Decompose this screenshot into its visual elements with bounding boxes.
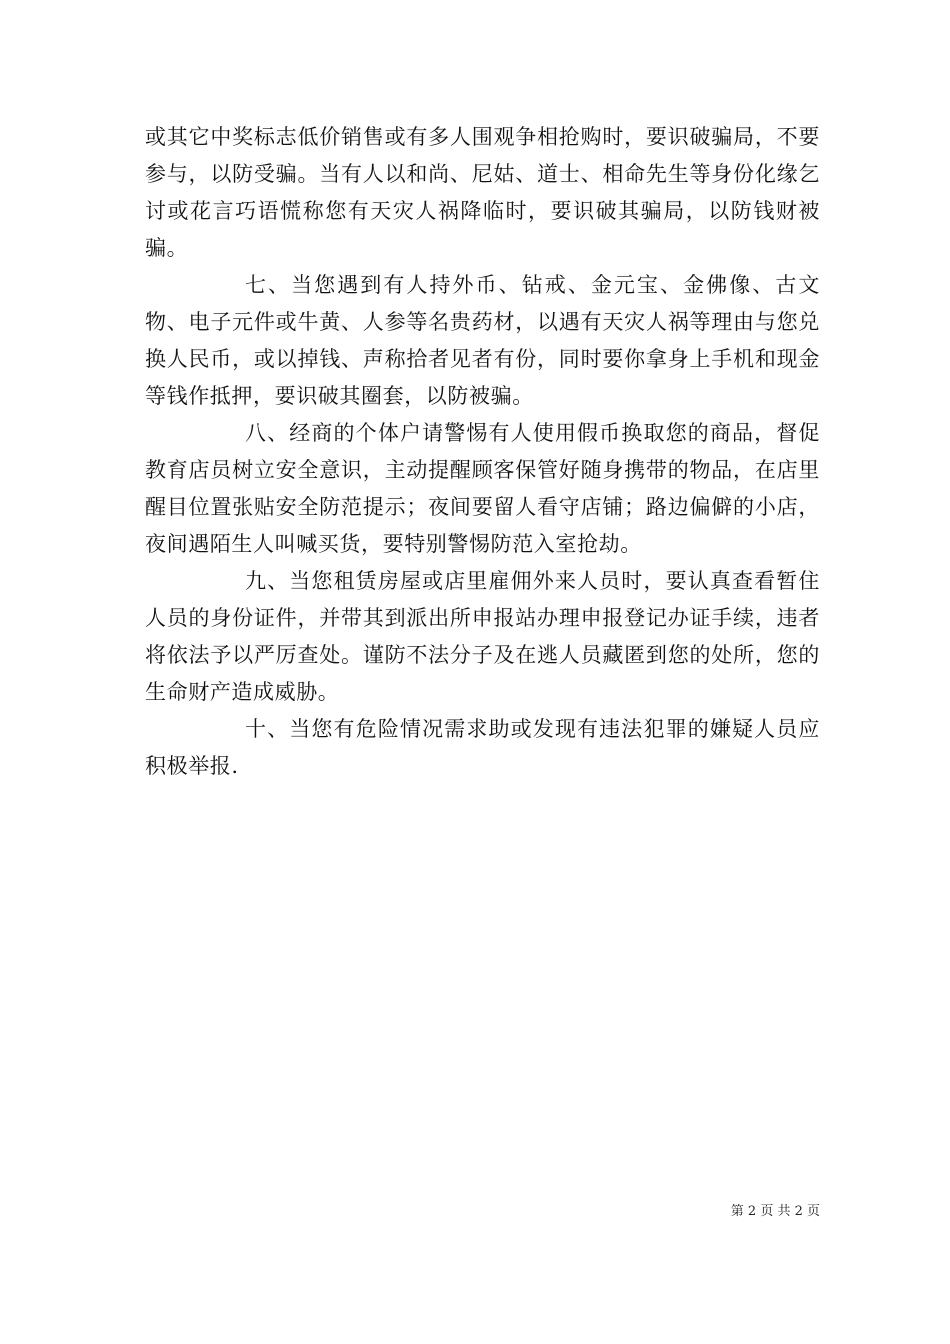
paragraph-item-9: 九、当您租赁房屋或店里雇佣外来人员时，要认真查看暂住人员的身份证件，并带其到派出所申报站办理申报登记办证手续，违者将依法予以严厉查处。谨防不法分子及在逃人员藏匿到您的处所，您的生命财产造成威胁。 (145, 569, 820, 704)
paragraph-continuation: 或其它中奖标志低价销售或有多人围观争相抢购时，要识破骗局，不要参与，以防受骗。当有人以和尚、尼姑、道士、相命先生等身份化缘乞讨或花言巧语慌称您有天灾人祸降临时，要识破其骗局，以防钱财被骗。 (145, 125, 820, 260)
paragraph-item-10: 十、当您有危险情况需求助或发现有违法犯罪的嫌疑人员应积极举报. (145, 717, 820, 778)
page-number-footer: 第 2 页 共 2 页 (730, 1204, 820, 1219)
paragraph-item-8: 八、经商的个体户请警惕有人使用假币换取您的商品，督促教育店员树立安全意识，主动提醒顾客保管好随身携带的物品，在店里醒目位置张贴安全防范提示；夜间要留人看守店铺；路边偏僻的小店，夜间遇陌生人叫喊买货，要特别警惕防范入室抢劫。 (145, 421, 820, 556)
paragraph-item-7: 七、当您遇到有人持外币、钻戒、金元宝、金佛像、古文物、电子元件或牛黄、人参等名贵药材，以遇有天灾人祸等理由与您兑换人民币，或以掉钱、声称拾者见者有份，同时要你拿身上手机和现金等钱作抵押，要识破其圈套，以防被骗。 (145, 273, 820, 408)
document-body (145, 119, 820, 785)
